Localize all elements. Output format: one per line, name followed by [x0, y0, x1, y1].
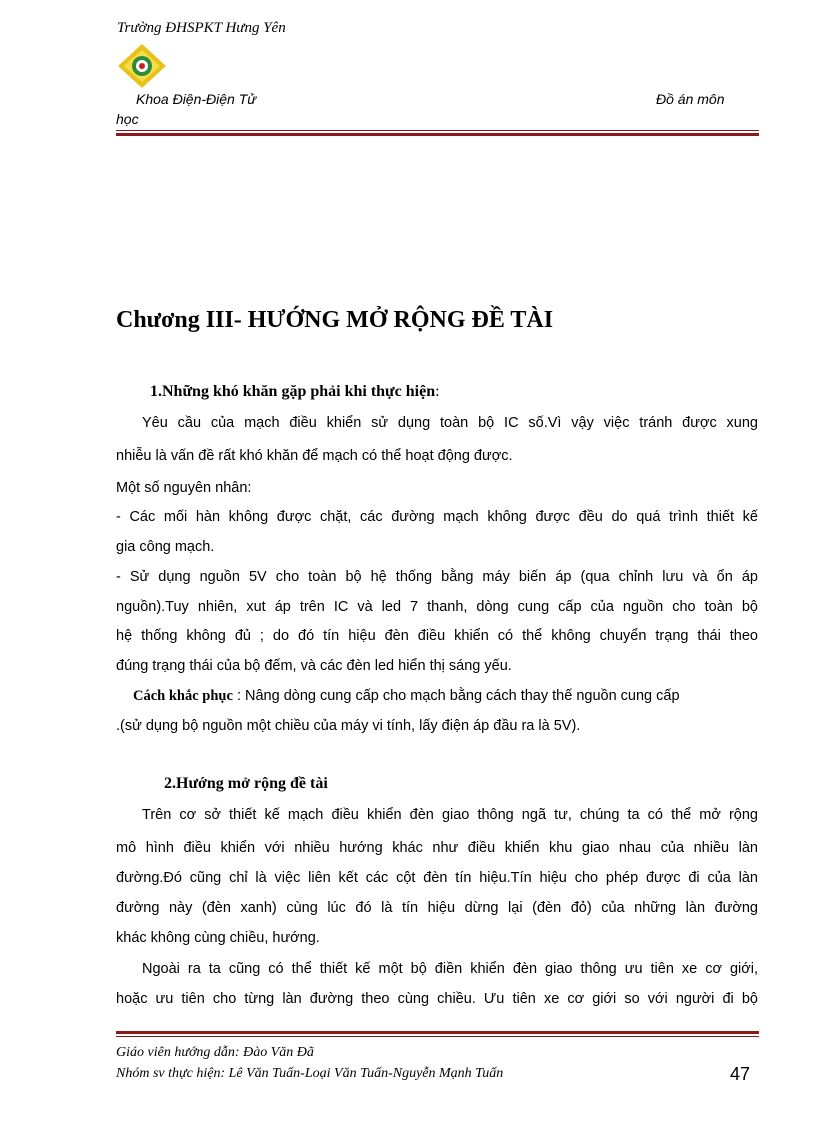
section-1-line-1: Yêu cầu của mạch điều khiển sử dụng toàn bộ IC số.Vì vậy việc tránh được xung: [142, 415, 758, 431]
school-name: Trường ĐHSPKT Hưng Yên: [117, 20, 286, 36]
footer-advisor: Giáo viên hướng dẫn: Đào Văn Đã: [116, 1045, 314, 1060]
page-number: 47: [730, 1064, 751, 1084]
footer-students: Nhóm sv thực hiện: Lê Văn Tuấn-Loại Văn Tuấn-Nguyễn Mạnh Tuấn: [116, 1066, 504, 1081]
section-2-heading: 2.Hướng mở rộng đề tài: [164, 775, 328, 792]
fix-label: Cách khắc phục: [133, 688, 233, 704]
section-1-heading-colon: :: [435, 383, 440, 400]
project-type: Đồ án môn: [656, 91, 725, 107]
section-1-line-3: Một số nguyên nhân:: [116, 480, 252, 496]
faculty-name: Khoa Điện-Điện Tử: [136, 91, 257, 107]
fix-text: : Nâng dòng cung cấp cho mạch bằng cách thay thế nguồn cung cấp: [232, 688, 680, 704]
section-1-line-4: - Các mối hàn không được chặt, các đường mạch không được đều do quá trình thiết kế: [116, 509, 758, 525]
section-2-line-1: Trên cơ sở thiết kế mạch điều khiển đèn giao thông ngã tư, chúng ta có thể mở rộng: [142, 807, 758, 823]
section-1-line-5: gia công mạch.: [116, 539, 215, 555]
section-2-line-5: khác không cùng chiều, hướng.: [116, 930, 320, 946]
footer-rule-thick: [116, 1031, 759, 1034]
section-1-fix-continuation: .(sử dụng bộ nguồn một chiều của máy vi tính, lấy điện áp đầu ra là 5V).: [116, 718, 581, 734]
section-1-line-8: hệ thống không đủ ; do đó tín hiệu đèn điều khiển có thể không chuyển trạng thái theo: [116, 628, 758, 644]
section-1-fix-line: [133, 688, 758, 705]
section-2-line-4: đường này (đèn xanh) cùng lúc đó là tín hiệu dừng lại (đèn đỏ) của những làn đường: [116, 900, 758, 916]
university-logo-icon: [116, 43, 168, 89]
section-1-line-7: nguồn).Tuy nhiên, xut áp trên IC và led 7 thanh, dòng cung cấp của nguồn cho toàn bộ: [116, 599, 758, 615]
section-1-heading: [150, 383, 440, 401]
header-rule-thin: [116, 130, 759, 131]
section-1-line-9: đúng trạng thái của bộ đếm, và các đèn led hiển thị sáng yếu.: [116, 658, 512, 674]
section-1-heading-text: 1.Những khó khăn gặp phải khi thực hiện: [150, 383, 436, 400]
footer-rule-thin: [116, 1036, 759, 1037]
section-1-line-2: nhiễu là vấn đề rất khó khăn để mạch có thể hoạt động được.: [116, 448, 513, 464]
section-2-line-2: mô hình điều khiển với nhiều hướng khác như điều khiển khu giao nhau của nhiều làn: [116, 840, 758, 856]
section-2-line-7: hoặc ưu tiên cho từng làn đường theo cùng chiều. Ưu tiên xe cơ giới so với người đi bộ: [116, 991, 758, 1007]
header-rule-thick: [116, 133, 759, 136]
project-type-continuation: học: [116, 111, 139, 127]
chapter-title: Chương III- HƯỚNG MỞ RỘNG ĐỀ TÀI: [116, 307, 554, 333]
section-1-line-6: - Sử dụng nguồn 5V cho toàn bộ hệ thống bằng máy biến áp (qua chỉnh lưu và ổn áp: [116, 569, 758, 585]
section-2-line-6: Ngoài ra ta cũng có thể thiết kế một bộ điền khiển đèn giao thông ưu tiên xe cơ giới,: [142, 961, 758, 977]
section-2-line-3: đường.Đó cũng chỉ là việc liên kết các cột đèn tín hiệu.Tín hiệu cho phép được đi của làn: [116, 870, 758, 886]
